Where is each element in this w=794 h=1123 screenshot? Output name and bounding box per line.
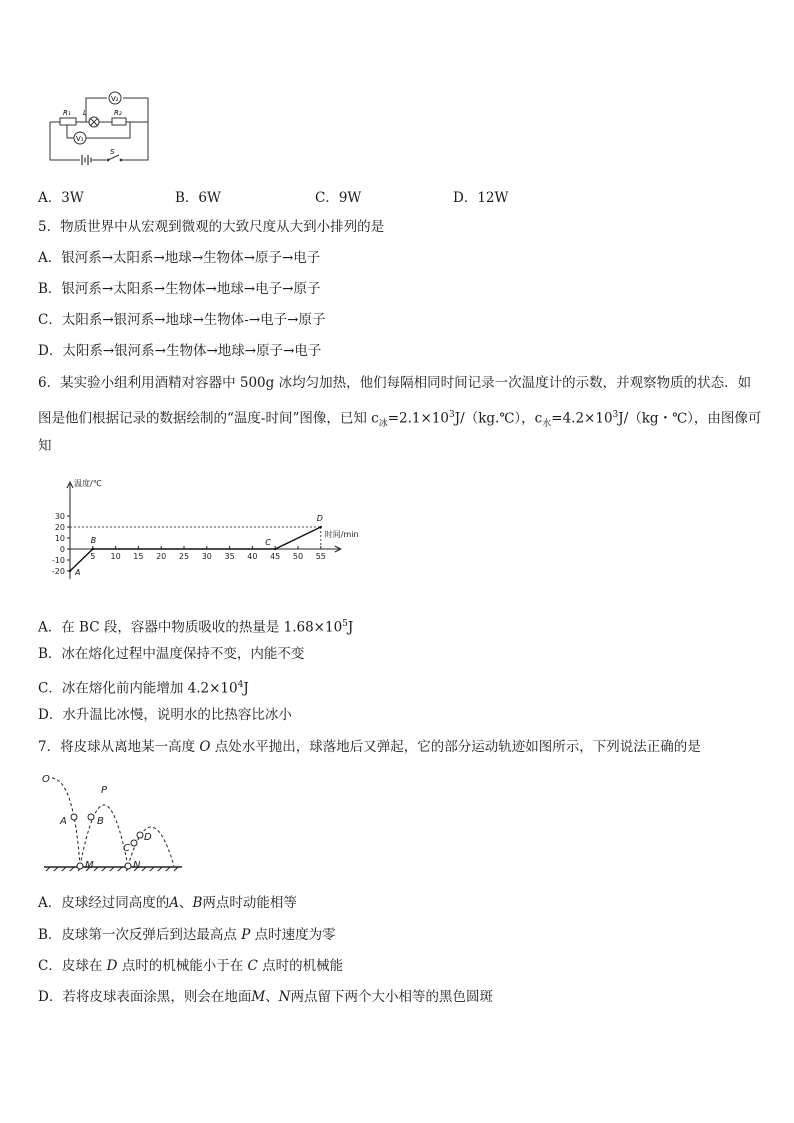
- y-tick-label: 30: [54, 512, 65, 522]
- q4-option-b[interactable]: B．6W: [175, 190, 221, 206]
- point-b-marker: [88, 814, 94, 820]
- x-tick-label: 30: [201, 552, 212, 561]
- q6-stem-line3: 知: [38, 438, 52, 454]
- switch-label: S: [110, 148, 115, 156]
- point-c-label: C: [265, 538, 271, 547]
- point-c-marker: [131, 840, 137, 846]
- resistor-r2: [112, 118, 126, 125]
- x-axis-label: 时间/min: [324, 530, 359, 539]
- label-a: A: [60, 816, 67, 827]
- q7-option-b[interactable]: B．皮球第一次反弹后到达最高点 P 点时速度为零: [38, 927, 336, 943]
- q6-option-b[interactable]: B．冰在熔化过程中温度保持不变，内能不变: [38, 646, 305, 662]
- r2-label: R₂: [114, 109, 122, 117]
- point-d-marker: [137, 832, 143, 838]
- label-p: P: [101, 785, 108, 796]
- label-d: D: [144, 832, 152, 843]
- y-tick-label: 20: [54, 523, 65, 533]
- point-a-marker: [69, 570, 71, 572]
- y-tick-label: -20: [51, 566, 65, 576]
- q7-stem: 7．将皮球从离地某一高度 O 点处水平抛出，球落地后又弹起，它的部分运动轨迹如图所示，下列说法正确的是: [38, 739, 701, 755]
- svg-text:V₂: V₂: [111, 95, 119, 103]
- point-d-label: D: [316, 514, 323, 524]
- ball-trajectory-diagram: [40, 768, 190, 876]
- q5-stem: 5．物质世界中从宏观到微观的大致尺度从大到小排列的是: [38, 219, 385, 235]
- battery-symbol: [80, 154, 92, 166]
- q4-option-c[interactable]: C．9W: [315, 190, 362, 206]
- q6-option-d[interactable]: D．水升温比冰慢，说明水的比热容比冰小: [38, 707, 292, 723]
- label-m: M: [85, 860, 94, 871]
- q7-option-c[interactable]: C．皮球在 D 点时的机械能小于在 C 点时的机械能: [38, 958, 344, 974]
- voltmeter-v1: [74, 132, 86, 144]
- q6-option-a[interactable]: A．在 BC 段，容器中物质吸收的热量是 $1.68\times 10^5J$: [38, 619, 354, 636]
- point-d-marker: [320, 526, 322, 528]
- x-tick-label: 10: [110, 552, 121, 561]
- q5-option-d[interactable]: D．太阳系→银河系→生物体→地球→原子→电子: [38, 343, 322, 359]
- q6-option-c[interactable]: C．冰在熔化前内能增加 $4.2\times 10^4J$: [38, 680, 249, 697]
- x-tick-label: 25: [178, 552, 190, 561]
- q4-options: [38, 186, 598, 204]
- resistor-r1: [60, 118, 76, 125]
- switch-s: [106, 155, 122, 164]
- x-tick-label: 55: [315, 552, 326, 561]
- label-b: B: [97, 816, 104, 827]
- circuit-diagram: [44, 92, 152, 164]
- x-tick-label: 5: [90, 552, 96, 561]
- label-n: N: [133, 860, 141, 871]
- x-tick-label: 45: [270, 552, 281, 561]
- y-axis-label: 温度/℃: [74, 479, 102, 488]
- q6-stem-line2: 图是他们根据记录的数据绘制的“温度-时间”图像，已知 $c_冰=2.1\times 10^3J/(kg.℃)$，$c_水=4.2\times 10^3J/(kg$・℃），由图像可: [38, 410, 762, 430]
- q4-option-a[interactable]: A．3W: [38, 190, 84, 206]
- point-b-marker: [92, 548, 94, 550]
- label-o: O: [42, 774, 50, 785]
- x-tick-label: 35: [224, 552, 235, 561]
- r1-label: R₁: [63, 109, 71, 117]
- q5-option-a[interactable]: A．银河系→太阳系→地球→生物体→原子→电子: [38, 250, 321, 266]
- x-tick-label: 20: [156, 552, 167, 561]
- temperature-time-chart: [34, 474, 359, 606]
- point-a-marker: [71, 814, 77, 820]
- q5-option-b[interactable]: B．银河系→太阳系→生物体→地球→电子→原子: [38, 281, 321, 297]
- point-a-label: A: [75, 567, 81, 577]
- label-c: C: [123, 843, 130, 854]
- y-tick-label: -10: [51, 555, 65, 565]
- point-n-marker: [125, 863, 131, 869]
- x-tick-label: 40: [247, 552, 258, 561]
- q7-option-a[interactable]: A．皮球经过同高度的A、B两点时动能相等: [38, 895, 297, 911]
- q6-stem-line1: 6．某实验小组利用酒精对容器中 500g 冰均匀加热，他们每隔相同时间记录一次温度计的示数，并观察物质的状态．如: [38, 375, 752, 391]
- point-b-label: B: [90, 536, 97, 545]
- q4-option-d[interactable]: D．12W: [453, 190, 509, 206]
- point-c-marker: [274, 548, 276, 550]
- lamp-l: [89, 117, 99, 127]
- y-tick-label: 0: [59, 545, 65, 554]
- svg-text:V₁: V₁: [76, 135, 84, 143]
- ground: [44, 867, 182, 871]
- y-tick-label: 10: [54, 534, 65, 544]
- trajectory-arc-2: [80, 805, 128, 866]
- q5-option-c[interactable]: C．太阳系→银河系→地球→生物体-→电子→原子: [38, 312, 326, 328]
- x-tick-label: 50: [292, 552, 304, 561]
- lamp-label: L: [83, 109, 87, 117]
- q7-option-d[interactable]: D．若将皮球表面涂黑，则会在地面M、N两点留下两个大小相等的黑色圆斑: [38, 989, 493, 1005]
- x-tick-label: 15: [133, 552, 144, 561]
- voltmeter-v2: [109, 92, 121, 104]
- point-m-marker: [77, 863, 83, 869]
